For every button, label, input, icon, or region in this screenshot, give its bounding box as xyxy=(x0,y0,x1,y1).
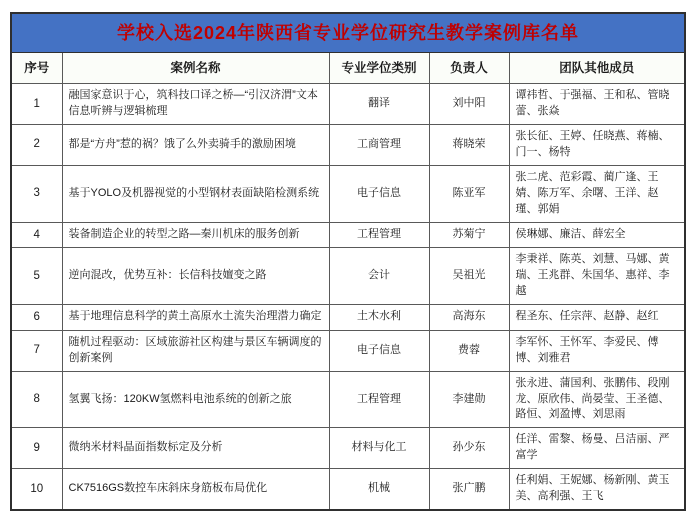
cell-leader: 苏菊宁 xyxy=(429,222,509,248)
cell-team: 李秉祥、陈英、刘慧、马娜、黄瑞、王兆群、朱国华、惠祥、李越 xyxy=(509,248,685,305)
column-header-no: 序号 xyxy=(11,53,62,84)
cell-team: 程圣东、任宗萍、赵静、赵红 xyxy=(509,305,685,331)
cell-team: 李军怀、王怀军、李爱民、傅博、刘雅君 xyxy=(509,330,685,371)
table-row xyxy=(11,222,685,248)
cell-no: 8 xyxy=(11,371,62,428)
cell-leader: 蒋晓荣 xyxy=(429,124,509,165)
cell-case: 基于地理信息科学的黄土高原水土流失治理潜力确定 xyxy=(62,305,329,331)
cell-category: 电子信息 xyxy=(329,330,429,371)
cell-team: 张长征、王婷、任晓燕、蒋楠、门一、杨特 xyxy=(509,124,685,165)
cell-category: 翻译 xyxy=(329,84,429,125)
cell-no: 3 xyxy=(11,165,62,222)
cell-no: 1 xyxy=(11,84,62,125)
column-header-leader: 负责人 xyxy=(429,53,509,84)
cell-team: 张二虎、范彩霞、蔺广逢、王婧、陈万军、余曙、王洋、赵瑾、郭娟 xyxy=(509,165,685,222)
table-row xyxy=(11,248,685,305)
cell-case: 基于YOLO及机器视觉的小型钢材表面缺陷检测系统 xyxy=(62,165,329,222)
table-row xyxy=(11,124,685,165)
cell-case: 氢翼飞扬：120KW氢燃料电池系统的创新之旅 xyxy=(62,371,329,428)
cell-leader: 张广鹏 xyxy=(429,469,509,510)
cell-no: 4 xyxy=(11,222,62,248)
cell-no: 9 xyxy=(11,428,62,469)
column-header-case: 案例名称 xyxy=(62,53,329,84)
cell-no: 7 xyxy=(11,330,62,371)
cell-category: 土木水利 xyxy=(329,305,429,331)
table-title: 学校入选2024年陕西省专业学位研究生教学案例库名单 xyxy=(11,13,685,53)
cell-leader: 刘中阳 xyxy=(429,84,509,125)
cell-no: 6 xyxy=(11,305,62,331)
cell-case: 微纳米材料晶面指数标定及分析 xyxy=(62,428,329,469)
cell-case: 随机过程驱动：区域旅游社区构建与景区车辆调度的创新案例 xyxy=(62,330,329,371)
table-body xyxy=(11,84,685,511)
cell-category: 工商管理 xyxy=(329,124,429,165)
table-header-row xyxy=(11,53,685,84)
cell-category: 机械 xyxy=(329,469,429,510)
table-title-row xyxy=(11,13,685,53)
table-row xyxy=(11,371,685,428)
table-row xyxy=(11,330,685,371)
column-header-category: 专业学位类别 xyxy=(329,53,429,84)
cell-no: 2 xyxy=(11,124,62,165)
cell-no: 10 xyxy=(11,469,62,510)
case-list-table xyxy=(10,12,686,511)
cell-leader: 高海东 xyxy=(429,305,509,331)
table-row xyxy=(11,469,685,510)
cell-case: 都是“方舟”惹的祸？饿了么外卖骑手的激励困境 xyxy=(62,124,329,165)
cell-category: 工程管理 xyxy=(329,222,429,248)
table-row xyxy=(11,428,685,469)
cell-case: 融国家意识于心，筑科技口译之桥—“引汉济渭”文本信息听辨与逻辑梳理 xyxy=(62,84,329,125)
cell-leader: 李建勋 xyxy=(429,371,509,428)
cell-leader: 吴祖光 xyxy=(429,248,509,305)
cell-category: 会计 xyxy=(329,248,429,305)
table-row xyxy=(11,305,685,331)
cell-no: 5 xyxy=(11,248,62,305)
cell-team: 任洋、雷黎、杨曼、吕洁丽、严富学 xyxy=(509,428,685,469)
cell-team: 侯琳娜、廉洁、薛宏全 xyxy=(509,222,685,248)
cell-leader: 费蓉 xyxy=(429,330,509,371)
cell-case: CK7516GS数控车床斜床身筋板布局优化 xyxy=(62,469,329,510)
table-row xyxy=(11,84,685,125)
cell-category: 材料与化工 xyxy=(329,428,429,469)
cell-case: 装备制造企业的转型之路—秦川机床的服务创新 xyxy=(62,222,329,248)
cell-team: 任利娟、王妮娜、杨新刚、黄玉美、高利强、王飞 xyxy=(509,469,685,510)
cell-leader: 孙少东 xyxy=(429,428,509,469)
cell-case: 逆向混改，优势互补：长信科技嬗变之路 xyxy=(62,248,329,305)
cell-category: 电子信息 xyxy=(329,165,429,222)
cell-team: 谭祎哲、于强福、王和私、管晓蕾、张焱 xyxy=(509,84,685,125)
cell-team: 张永进、蒲国利、张鹏伟、段刚龙、原欣伟、尚晏莹、王圣德、路恒、刘盈博、刘思雨 xyxy=(509,371,685,428)
cell-category: 工程管理 xyxy=(329,371,429,428)
column-header-team: 团队其他成员 xyxy=(509,53,685,84)
table-row xyxy=(11,165,685,222)
cell-leader: 陈亚军 xyxy=(429,165,509,222)
